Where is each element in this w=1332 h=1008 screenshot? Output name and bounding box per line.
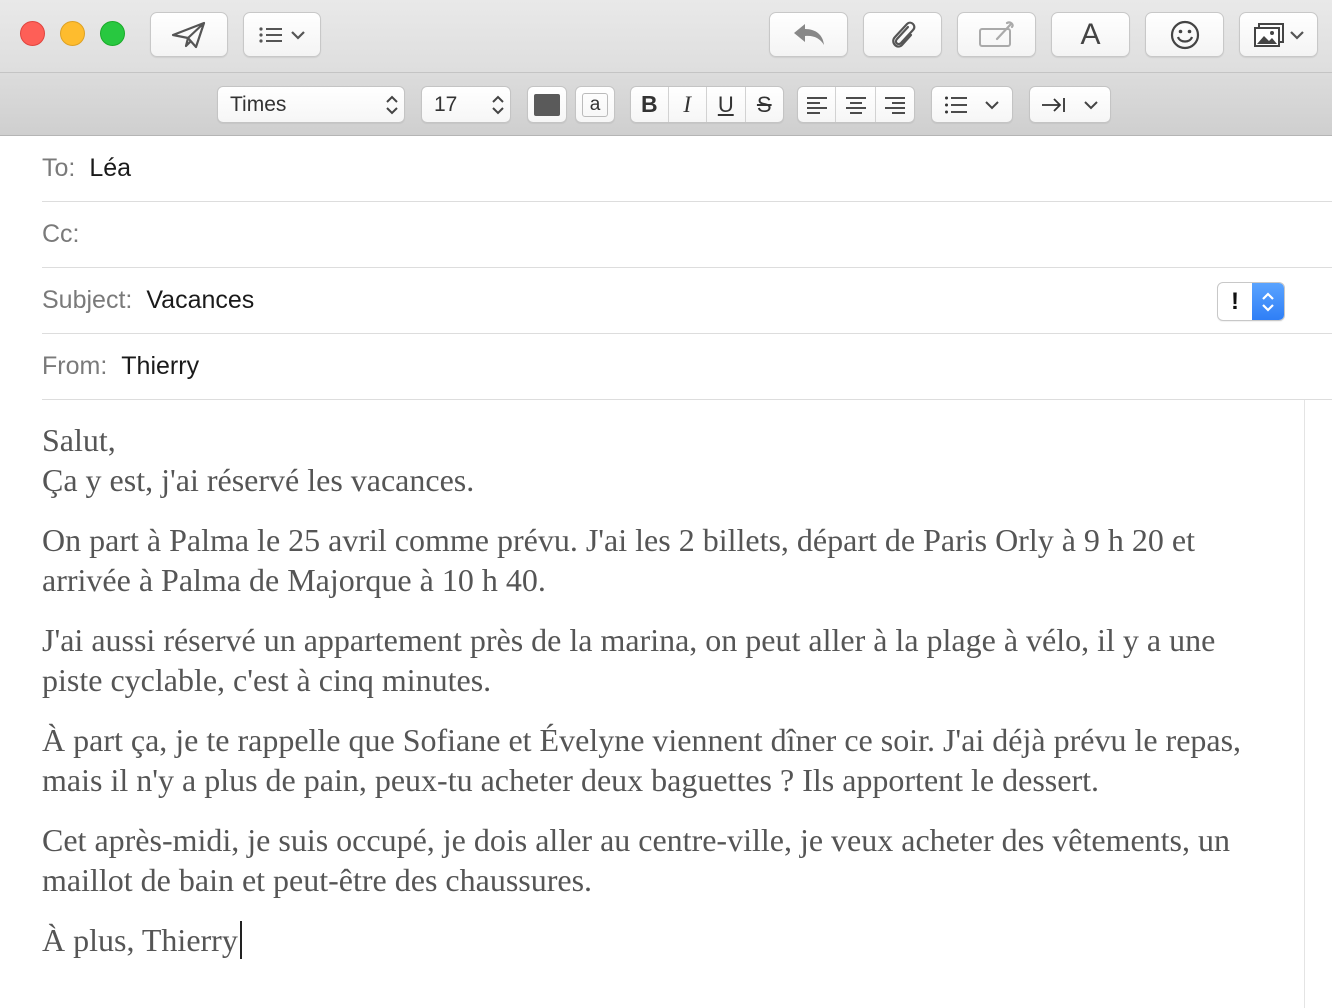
cc-label: Cc: (42, 220, 80, 248)
to-recipient[interactable]: Léa (89, 154, 132, 182)
minimize-window-button[interactable] (60, 21, 85, 46)
subject-label: Subject: (42, 286, 133, 314)
underline-button[interactable]: U (707, 87, 746, 122)
emoji-button[interactable] (1145, 12, 1224, 57)
background-color-button[interactable] (575, 86, 615, 123)
reply-button[interactable] (769, 12, 848, 57)
from-field[interactable] (42, 334, 1332, 400)
paper-plane-icon (170, 20, 208, 50)
priority-value: ! (1231, 287, 1239, 315)
body-paragraph: J'ai aussi réservé un appartement près de la marina, on peut aller à la plage à vélo, il y a une piste cyclable, c'est à cinq minutes. (42, 622, 1216, 698)
photo-icon (1253, 21, 1285, 49)
font-family-value: Times (230, 92, 287, 116)
reply-arrow-icon (791, 21, 827, 49)
close-window-button[interactable] (20, 21, 45, 46)
photo-browser-button[interactable] (1239, 12, 1318, 57)
indent-icon (1041, 96, 1067, 114)
font-panel-button[interactable] (1051, 12, 1130, 57)
font-letter-icon: A (1080, 17, 1101, 51)
body-paragraph: À part ça, je te rappelle que Sofiane et Évelyne viennent dîner ce soir. J'ai déjà prévu le repas, mais il n'y a plus de pain, peux-tu acheter deux baguettes ? Ils apportent le dessert. (42, 722, 1242, 798)
font-size-value: 17 (434, 92, 458, 116)
align-center-icon (845, 96, 867, 114)
background-color-swatch: a (582, 93, 608, 117)
smiley-icon (1169, 19, 1201, 51)
align-right-button[interactable] (876, 87, 914, 122)
scroll-divider (1304, 400, 1305, 1008)
font-size-select[interactable] (421, 86, 511, 123)
chevron-down-icon (1289, 29, 1305, 41)
from-label: From: (42, 352, 108, 380)
attach-button[interactable] (863, 12, 942, 57)
zoom-window-button[interactable] (100, 21, 125, 46)
text-color-swatch (534, 94, 560, 116)
list-style-select[interactable] (931, 86, 1013, 123)
chevron-down-icon (290, 29, 306, 41)
body-line: Ça y est, j'ai réservé les vacances. (42, 462, 475, 498)
align-left-button[interactable] (798, 87, 836, 122)
message-body-editor[interactable] (42, 420, 1282, 980)
body-paragraph: On part à Palma le 25 avril comme prévu. J'ai les 2 billets, départ de Paris Orly à 9 h 20 et arrivée à Palma de Majorque à 10 h 40. (42, 522, 1196, 598)
to-label: To: (42, 154, 76, 182)
text-color-button[interactable] (527, 86, 567, 123)
subject-input[interactable]: Vacances (146, 286, 255, 314)
markup-icon (977, 21, 1017, 49)
paperclip-icon (888, 19, 918, 51)
chevron-down-icon (984, 99, 1000, 111)
body-greeting: Salut, (42, 422, 116, 458)
text-cursor (240, 921, 242, 959)
alignment-group (797, 86, 915, 123)
cc-field[interactable] (42, 202, 1332, 268)
updown-arrows-icon (486, 94, 510, 116)
body-closing: À plus, Thierry (42, 922, 238, 958)
bulleted-list-icon (944, 95, 968, 115)
list-icon (258, 25, 284, 45)
bold-button[interactable]: B (631, 87, 669, 122)
subject-field[interactable] (42, 268, 1332, 334)
chevron-down-icon (1083, 99, 1099, 111)
align-center-button[interactable] (836, 87, 875, 122)
indent-select[interactable] (1029, 86, 1111, 123)
priority-select[interactable] (1217, 282, 1285, 321)
strikethrough-button[interactable]: S (756, 91, 772, 117)
send-button[interactable] (150, 12, 228, 57)
markup-button[interactable] (957, 12, 1036, 57)
italic-button[interactable]: I (669, 87, 708, 122)
text-style-group (630, 86, 784, 123)
align-right-icon (884, 96, 906, 114)
body-paragraph: Cet après-midi, je suis occupé, je dois aller au centre-ville, je veux acheter des vêtements, un maillot de bain et peut-être des chaussures. (42, 822, 1230, 898)
header-fields-menu-button[interactable] (243, 12, 321, 57)
align-left-icon (806, 96, 828, 114)
updown-arrows-icon (1252, 283, 1284, 320)
updown-arrows-icon (380, 94, 404, 116)
from-sender[interactable]: Thierry (121, 352, 200, 380)
font-family-select[interactable] (217, 86, 405, 123)
to-field[interactable] (42, 136, 1332, 202)
